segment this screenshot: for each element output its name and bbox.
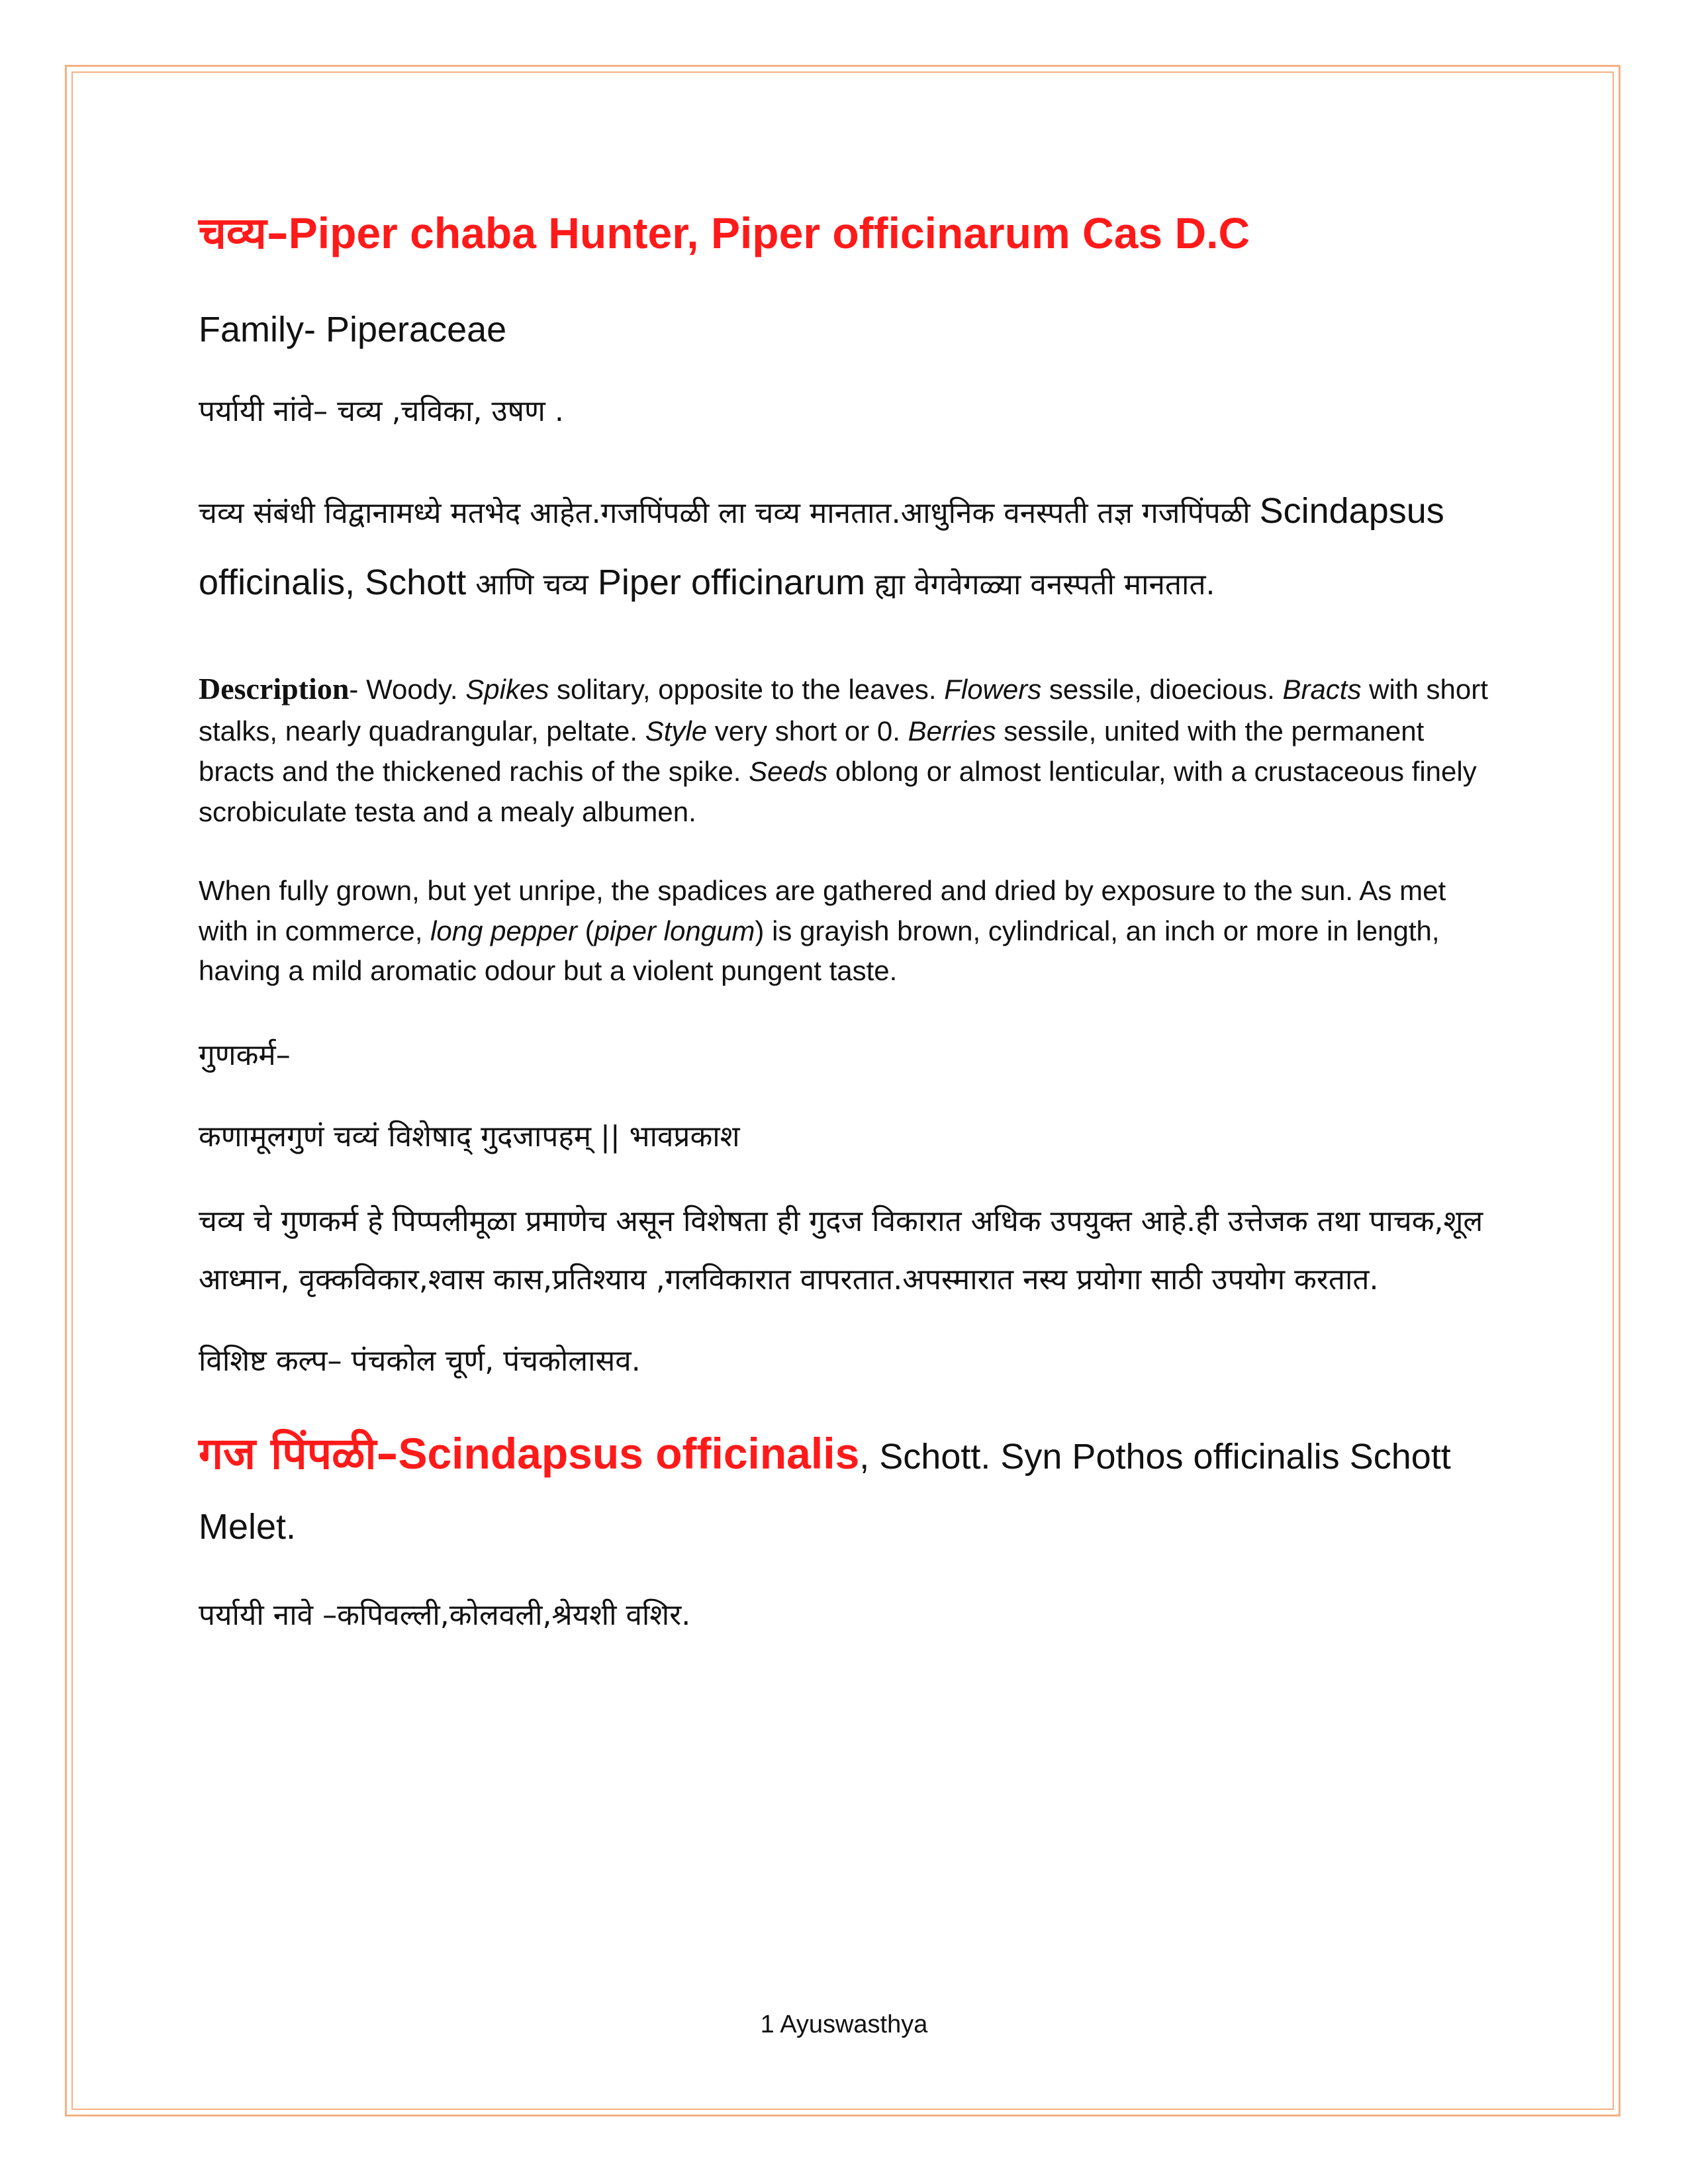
description-term: Berries: [908, 715, 996, 747]
description-text: solitary, opposite to the leaves.: [549, 674, 945, 705]
spadices-term: long pepper: [430, 915, 577, 946]
heading-gajpippali-red: [199, 1429, 859, 1478]
heading-gajpippali: [199, 1413, 1496, 1561]
heading-chavya-devanagari: चव्य–: [199, 208, 289, 259]
family-line: Family- Piperaceae: [199, 310, 507, 350]
description-term: Spikes: [465, 674, 549, 705]
heading-gajpippali-latin: Scindapsus officinalis: [398, 1429, 860, 1479]
document-body: [199, 185, 1496, 1641]
heading-gajpippali-devanagari: गज पिंपळी–: [199, 1428, 399, 1480]
description-text: with short stalks, nearly quadrangular, peltate.: [199, 674, 1488, 747]
spadices-text: When fully grown, but yet unripe, the spadices are gathered and dried by exposure to the sun. As met with in commerce,: [199, 874, 1446, 946]
gunakarma-label: गुणकर्म–: [199, 1038, 291, 1073]
synonyms-chavya: पर्यायी नांवे– चव्य ,चविका, उषण .: [199, 394, 564, 429]
heading-chavya-latin: Piper chaba Hunter, Piper officinarum Cas D.C: [288, 208, 1250, 257]
heading-gajpippali-rest: , Schott. Syn Pothos officinalis Schott Melet.: [199, 1437, 1451, 1547]
opinion-text-3: ह्या वेगवेगळ्या वनस्पती मानतात.: [865, 568, 1215, 602]
spadices-paragraph: [199, 871, 1496, 992]
opinion-text-1: चव्य संबंधी विद्वानामध्ये मतभेद आहेत.गजपिंपळी ला चव्य मानतात.आधुनिक वनस्पती तज्ञ गजपिंपळी: [199, 496, 1260, 531]
spadices-text: (: [577, 915, 594, 946]
description-text: sessile, dioecious.: [1041, 674, 1283, 705]
shloka-line: कणामूलगुणं चव्यं विशेषाद् गुदजापहम् || भावप्रकाश: [199, 1120, 740, 1154]
description-term: Flowers: [944, 674, 1042, 705]
spadices-text: ) is grayish brown, cylindrical, an inch or more in length, having a mild aromatic odour but a violent pungent taste.: [199, 915, 1440, 987]
description-term: Seeds: [749, 755, 828, 787]
gunakarma-paragraph: चव्य चे गुणकर्म हे पिप्पलीमूळा प्रमाणेच असून विशेषता ही गुदज विकारात अधिक उपयुक्त आहे.ही उत्तेजक तथा पाचक,शूल आध्मान, वृक्कविकार,श्वास कास,प्रतिश्याय ,गलविकारात वापरतात.अपस्मारात नस्य प्रयोगा साठी उपयोग करतात.: [199, 1205, 1483, 1297]
kalpa-line: विशिष्ट कल्प– पंचकोल चूर्ण, पंचकोलासव.: [199, 1344, 641, 1379]
description-term: Style: [645, 715, 708, 747]
description-text: sessile, united with the permanent bracts and the thickened rachis of the spike.: [199, 715, 1425, 787]
description-text: - Woody.: [349, 674, 466, 705]
description-text: oblong or almost lenticular, with a crustaceous finely scrobiculate testa and a mealy albumen.: [199, 755, 1477, 827]
heading-chavya: [199, 204, 1496, 263]
opinion-paragraph: [199, 475, 1496, 618]
description-paragraph: [199, 667, 1496, 832]
description-label: Description: [199, 672, 350, 706]
opinion-latin-2: Piper officinarum: [597, 563, 866, 603]
opinion-latin-1: Scindapsus officinalis, Schott: [199, 491, 1444, 603]
spadices-term: piper longum: [594, 915, 755, 946]
synonyms-gajpippali: पर्यायी नावे –कपिवल्ली,कोलवली,श्रेयशी वशिर.: [199, 1598, 691, 1633]
page-footer: 1 Ayuswasthya: [760, 2011, 928, 2038]
opinion-text-2: आणि चव्य: [466, 568, 598, 602]
description-text: very short or 0.: [707, 715, 908, 747]
description-term: Bracts: [1282, 674, 1362, 705]
